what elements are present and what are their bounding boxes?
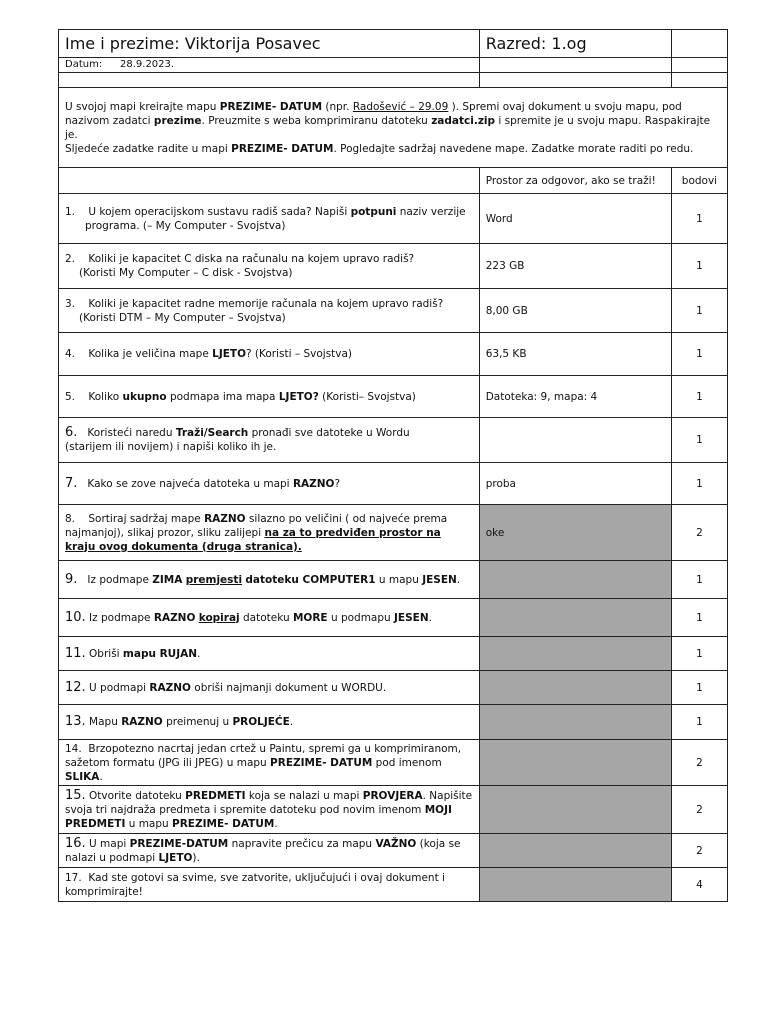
class-value: 1.og — [551, 33, 587, 53]
task-row — [59, 244, 728, 289]
instructions-row — [59, 88, 728, 168]
student-name-cell — [59, 30, 480, 58]
blank-row — [59, 73, 728, 88]
task-row — [59, 834, 728, 868]
task-description: 12. U podmapi RAZNO obriši najmanji dokument u WORDU. — [59, 671, 480, 705]
task-points: 2 — [671, 834, 727, 868]
date-empty-cell-3 — [671, 58, 727, 73]
blank-cell-2 — [479, 73, 671, 88]
task-description: 10. Iz podmape RAZNO kopiraj datoteku MORE u podmapu JESEN. — [59, 599, 480, 637]
task-answer[interactable]: Datoteka: 9, mapa: 4 — [479, 376, 671, 418]
task-row — [59, 505, 728, 561]
task-answer[interactable]: Word — [479, 194, 671, 244]
task-description: 17. Kad ste gotovi sa svime, sve zatvorite, uključujući i ovaj dokument i komprimirajte! — [59, 868, 480, 902]
task-answer[interactable]: oke — [479, 505, 671, 561]
task-description: 3. Koliki je kapacitet radne memorije računala na kojem upravo radiš? (Koristi DTM – My Computer – Svojstva) — [59, 289, 480, 333]
answer-column-header: Prostor za odgovor, ako se traži! — [479, 168, 671, 194]
task-answer[interactable] — [479, 740, 671, 786]
task-points: 1 — [671, 463, 727, 505]
task-description: 16. U mapi PREZIME-DATUM napravite prečicu za mapu VAŽNO (koja se nalazi u podmapi LJETO). — [59, 834, 480, 868]
task-answer[interactable]: proba — [479, 463, 671, 505]
task-points: 2 — [671, 740, 727, 786]
task-row — [59, 463, 728, 505]
task-row — [59, 868, 728, 902]
task-row — [59, 333, 728, 376]
task-description: 4. Kolika je veličina mape LJETO? (Koristi – Svojstva) — [59, 333, 480, 376]
task-points: 4 — [671, 868, 727, 902]
task-row — [59, 194, 728, 244]
task-row — [59, 289, 728, 333]
points-column-header: bodovi — [671, 168, 727, 194]
instructions-cell — [59, 88, 728, 168]
name-value: Viktorija Posavec — [184, 33, 321, 53]
task-points: 1 — [671, 637, 727, 671]
task-row — [59, 786, 728, 834]
class-label: Razred: — [485, 33, 547, 53]
header-row — [59, 30, 728, 58]
task-answer[interactable] — [479, 418, 671, 463]
task-points: 1 — [671, 244, 727, 289]
instructions-paragraph-2: Sljedeće zadatke radite u mapi PREZIME- DATUM. Pogledajte sadržaj navedene mape. Zadatke morate raditi po redu. — [65, 142, 694, 155]
task-answer[interactable]: 8,00 GB — [479, 289, 671, 333]
task-points: 1 — [671, 671, 727, 705]
task-points: 1 — [671, 418, 727, 463]
date-row — [59, 58, 728, 73]
task-row — [59, 740, 728, 786]
task-row — [59, 418, 728, 463]
instructions-paragraph-1: U svojoj mapi kreirajte mapu PREZIME- DATUM (npr. Radošević – 29.09 ). Spremi ovaj dokument u svoju mapu, pod nazivom zadatci prezime. Preuzmite s weba komprimiranu datoteku zadatci.zip i spremite je u svoju mapu. Raspakirajte je. — [65, 100, 711, 141]
task-description: 7. Kako se zove najveća datoteka u mapi RAZNO? — [59, 463, 480, 505]
task-answer[interactable] — [479, 599, 671, 637]
task-row — [59, 637, 728, 671]
task-points: 1 — [671, 376, 727, 418]
task-points: 1 — [671, 599, 727, 637]
task-row — [59, 705, 728, 740]
worksheet-table — [58, 29, 728, 902]
task-description: 6. Koristeći naredu Traži/Search pronađi sve datoteke u Wordu (starijem ili novijem) i napiši koliko ih je. — [59, 418, 480, 463]
task-answer[interactable]: 223 GB — [479, 244, 671, 289]
task-answer[interactable] — [479, 786, 671, 834]
task-description: 9. Iz podmape ZIMA premjesti datoteku COMPUTER1 u mapu JESEN. — [59, 561, 480, 599]
task-description: 5. Koliko ukupno podmapa ima mapa LJETO? (Koristi– Svojstva) — [59, 376, 480, 418]
task-answer[interactable]: 63,5 KB — [479, 333, 671, 376]
task-description: 11. Obriši mapu RUJAN. — [59, 637, 480, 671]
date-empty-cell-2 — [479, 58, 671, 73]
column-header-row — [59, 168, 728, 194]
task-description: 8. Sortiraj sadržaj mape RAZNO silazno po veličini ( od najveće prema najmanjoj), slikaj prozor, sliku zalijepi na za to predviđen prostor na kraju ovog dokumenta (druga stranica). — [59, 505, 480, 561]
blank-cell-1 — [59, 73, 480, 88]
task-points: 1 — [671, 705, 727, 740]
task-description: 13. Mapu RAZNO preimenuj u PROLJEĆE. — [59, 705, 480, 740]
task-answer[interactable] — [479, 705, 671, 740]
date-label: Datum: — [65, 59, 103, 70]
name-label: Ime i prezime: — [65, 33, 180, 53]
task-description: 14. Brzopotezno nacrtaj jedan crtež u Paintu, spremi ga u komprimiranom, sažetom formatu (JPG ili JPEG) u mapu PREZIME- DATUM pod imenom SLIKA. — [59, 740, 480, 786]
task-points: 2 — [671, 786, 727, 834]
task-answer[interactable] — [479, 637, 671, 671]
task-answer[interactable] — [479, 834, 671, 868]
header-empty-cell — [671, 30, 727, 58]
task-answer[interactable] — [479, 868, 671, 902]
blank-cell-3 — [671, 73, 727, 88]
task-points: 1 — [671, 561, 727, 599]
task-row — [59, 376, 728, 418]
task-points: 1 — [671, 289, 727, 333]
task-points: 1 — [671, 194, 727, 244]
task-row — [59, 561, 728, 599]
date-cell — [59, 58, 480, 73]
task-description: 15. Otvorite datoteku PREDMETI koja se nalazi u mapi PROVJERA. Napišite svoja tri najdraža predmeta i spremite datoteku pod novim imenom MOJI PREDMETI u mapu PREZIME- DATUM. — [59, 786, 480, 834]
task-description: 2. Koliki je kapacitet C diska na računalu na kojem upravo radiš? (Koristi My Computer – C disk - Svojstva) — [59, 244, 480, 289]
column-header-empty — [59, 168, 480, 194]
date-value: 28.9.2023. — [120, 59, 175, 70]
class-cell — [479, 30, 671, 58]
task-points: 2 — [671, 505, 727, 561]
task-row — [59, 671, 728, 705]
task-answer[interactable] — [479, 671, 671, 705]
task-answer[interactable] — [479, 561, 671, 599]
task-row — [59, 599, 728, 637]
task-points: 1 — [671, 333, 727, 376]
task-description: 1. U kojem operacijskom sustavu radiš sada? Napiši potpuni naziv verzije programa. (– My Computer - Svojstva) — [59, 194, 480, 244]
